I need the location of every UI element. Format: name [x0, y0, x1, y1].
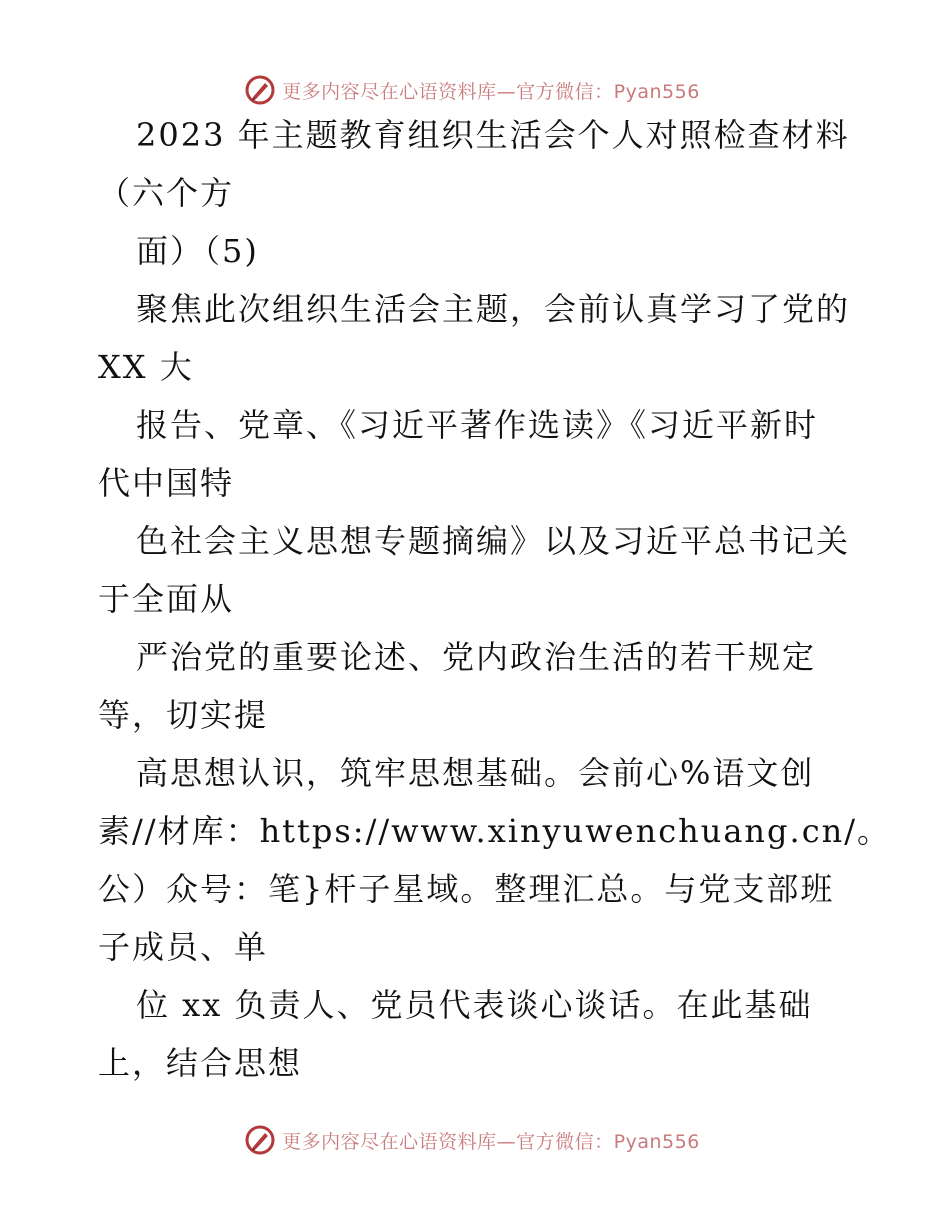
- document-line: 色社会主义思想专题摘编》以及习近平总书记关: [136, 522, 851, 560]
- document-line: 公）众号：笔}杆子星域。整理汇总。与党支部班: [98, 870, 835, 908]
- document-line: 高思想认识，筑牢思想基础。会前心%语文创: [136, 754, 815, 792]
- pen-circle-logo-icon: [244, 74, 276, 106]
- document-line: 等，切实提: [98, 696, 269, 734]
- document-line: 素//材库：https://www.xinyuwenchuang.cn/。: [98, 812, 892, 850]
- document-line: 报告、党章、《习近平著作选读》《习近平新时: [136, 406, 819, 444]
- document-line: 2023 年主题教育组织生活会个人对照检查材料: [136, 116, 850, 154]
- document-line: XX 大: [98, 348, 194, 386]
- pen-circle-logo-icon: [244, 1124, 276, 1156]
- document-line: 面）（5): [136, 232, 259, 270]
- footer-watermark-text: 更多内容尽在心语资料库—官方微信：Pyan556: [282, 1130, 700, 1153]
- header-watermark-text: 更多内容尽在心语资料库—官方微信：Pyan556: [282, 80, 700, 103]
- document-line: 聚焦此次组织生活会主题，会前认真学习了党的: [136, 290, 851, 328]
- document-line: 严治党的重要论述、党内政治生活的若干规定: [136, 638, 817, 676]
- document-line: 代中国特: [98, 464, 235, 502]
- document-line: 位 xx 负责人、党员代表谈心谈话。在此基础: [136, 986, 813, 1024]
- document-body: [98, 116, 892, 1104]
- document-line: 上，结合思想: [98, 1044, 303, 1082]
- document-line: 于全面从: [98, 580, 235, 618]
- header-watermark-inner: [244, 74, 700, 106]
- header-watermark: [0, 70, 950, 110]
- document-line: 子成员、单: [98, 928, 269, 966]
- footer-watermark-inner: [244, 1124, 700, 1156]
- document-line: （六个方: [98, 174, 235, 212]
- footer-watermark: [0, 1120, 950, 1160]
